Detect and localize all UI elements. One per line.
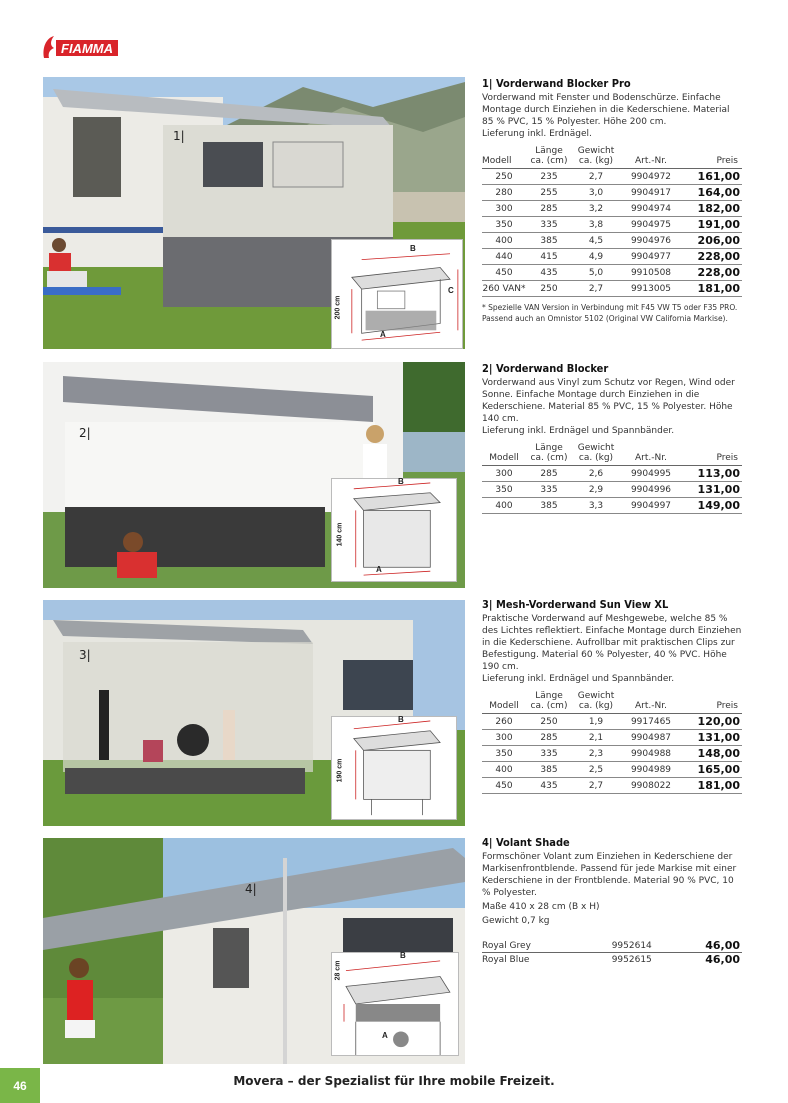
- cell-modell: 260: [482, 714, 526, 730]
- table-row: [482, 714, 742, 730]
- product-title: 2| Vorderwand Blocker: [482, 362, 609, 375]
- cell-preis: 228,00: [682, 249, 742, 265]
- product-description: Vorderwand aus Vinyl zum Schutz vor Regen, Wind oder Sonne. Einfache Montage durch Einziehen in die Kederschiene. Material 85 % PVC, 15 % Polyester. Höhe 140 cm. Lieferung inkl. Erdnägel und Spannbänder.: [482, 378, 735, 436]
- diagram-label-a: A: [382, 1031, 388, 1040]
- cell-modell: 350: [482, 746, 526, 762]
- cell-modell: 350: [482, 217, 526, 233]
- cell-laenge: 335: [526, 217, 572, 233]
- cell-art: 9904995: [620, 466, 682, 482]
- product-description: Praktische Vorderwand auf Meshgewebe, welche 85 % des Lichtes reflektiert. Einfache Montage durch Einziehen in die Kederschiene. Aufrollbar mit praktischen Clips zur Befestigung. Material 60 % Polyester, 40 % PVC. Höhe 190 cm. Lieferung inkl. Erdnägel und Spannbänder.: [482, 614, 742, 684]
- product-4: [482, 836, 742, 966]
- photo-label: 1|: [173, 129, 185, 143]
- cell-modell: 400: [482, 762, 526, 778]
- footer-tagline: Movera – der Spezialist für Ihre mobile Freizeit.: [233, 1074, 555, 1088]
- cell-art: 9917465: [620, 714, 682, 730]
- diagram-label-b: B: [410, 244, 416, 253]
- table-row: [482, 201, 742, 217]
- cell-laenge: 255: [526, 185, 572, 201]
- cell-art: 9913005: [620, 281, 682, 297]
- product-2: [482, 362, 742, 514]
- cell-gewicht: 5,0: [572, 265, 620, 281]
- cell-modell: 400: [482, 498, 526, 514]
- cell-modell: 400: [482, 233, 526, 249]
- cell-gewicht: 2,7: [572, 281, 620, 297]
- table-row: [482, 762, 742, 778]
- photo-label: 4|: [245, 882, 257, 896]
- cell-laenge: 415: [526, 249, 572, 265]
- cell-gewicht: 2,7: [572, 778, 620, 794]
- cell-art: 9908022: [620, 778, 682, 794]
- product-1-photo: [43, 77, 465, 349]
- cell-gewicht: 2,5: [572, 762, 620, 778]
- variant-table: [482, 939, 742, 966]
- diagram-height: 190 cm: [336, 758, 344, 783]
- cell-laenge: 250: [526, 281, 572, 297]
- cell-laenge: 335: [526, 482, 572, 498]
- page-number: 46: [0, 1068, 40, 1103]
- footnote: * Spezielle VAN Version in Verbindung mit F45 VW T5 oder F35 PRO. Passend auch an Omnistor 5102 (Original VW California Markise).: [482, 303, 738, 323]
- table-row: [482, 466, 742, 482]
- cell-modell: 350: [482, 482, 526, 498]
- table-row: [482, 281, 742, 297]
- cell-laenge: 435: [526, 778, 572, 794]
- product-title: 1| Vorderwand Blocker Pro: [482, 77, 631, 90]
- cell-laenge: 385: [526, 498, 572, 514]
- cell-modell: 300: [482, 201, 526, 217]
- product-3-photo: [43, 600, 465, 826]
- cell-art: 9904988: [620, 746, 682, 762]
- diagram-label-b: B: [400, 951, 406, 960]
- cell-laenge: 250: [526, 714, 572, 730]
- cell-preis: 191,00: [682, 217, 742, 233]
- cell-preis: 228,00: [682, 265, 742, 281]
- cell-art: 9904976: [620, 233, 682, 249]
- cell-gewicht: 3,2: [572, 201, 620, 217]
- cell-preis: 148,00: [682, 746, 742, 762]
- cell-preis: 182,00: [682, 201, 742, 217]
- price-table: Modell Länge ca. (cm) Gewicht ca. (kg) Art.-Nr. Preis 260 250 1,9 9917465 120,00 300 285 2,1 9904987 131,00 350 335 2,3 9904988 148,00 400 385 2,5 9904989 165,00 450 435 2,7 9908022 181,00: [482, 691, 742, 794]
- product-2-photo: [43, 362, 465, 588]
- cell-laenge: 335: [526, 746, 572, 762]
- cell-modell: 440: [482, 249, 526, 265]
- cell-gewicht: 3,8: [572, 217, 620, 233]
- cell-laenge: 385: [526, 233, 572, 249]
- cell-modell: 250: [482, 169, 526, 185]
- cell-preis: 206,00: [682, 233, 742, 249]
- cell-preis: 165,00: [682, 762, 742, 778]
- cell-laenge: 285: [526, 201, 572, 217]
- cell-art: 9904987: [620, 730, 682, 746]
- price-table: Modell Länge ca. (cm) Gewicht ca. (kg) Art.-Nr. Preis 300 285 2,6 9904995 113,00 350 335 2,9 9904996 131,00 400 385 3,3 9904997 149,00: [482, 443, 742, 514]
- diagram-label-b: B: [398, 477, 404, 486]
- cell-gewicht: 3,3: [572, 498, 620, 514]
- table-row: [482, 730, 742, 746]
- svg-text:FIAMMA: FIAMMA: [61, 41, 113, 56]
- cell-gewicht: 4,5: [572, 233, 620, 249]
- table-row: [482, 233, 742, 249]
- cell-art: 9910508: [620, 265, 682, 281]
- table-row: [482, 498, 742, 514]
- diagram-label-a: A: [376, 565, 382, 574]
- cell-preis: 113,00: [682, 466, 742, 482]
- table-row: [482, 185, 742, 201]
- cell-preis: 161,00: [682, 169, 742, 185]
- cell-laenge: 285: [526, 466, 572, 482]
- cell-laenge: 285: [526, 730, 572, 746]
- diagram-height: 140 cm: [336, 522, 344, 547]
- dimension-diagram: [331, 239, 463, 349]
- cell-art: 9904977: [620, 249, 682, 265]
- cell-gewicht: 4,9: [572, 249, 620, 265]
- cell-gewicht: 3,0: [572, 185, 620, 201]
- cell-art: 9904996: [620, 482, 682, 498]
- cell-gewicht: 2,1: [572, 730, 620, 746]
- cell-laenge: 385: [526, 762, 572, 778]
- product-1: [482, 77, 742, 324]
- cell-modell: 300: [482, 730, 526, 746]
- table-row: [482, 249, 742, 265]
- diagram-height: 28 cm: [334, 960, 342, 981]
- photo-label: 3|: [79, 648, 91, 662]
- cell-modell: 280: [482, 185, 526, 201]
- product-3: [482, 598, 742, 794]
- dimension-diagram: [331, 478, 457, 582]
- cell-preis: 149,00: [682, 498, 742, 514]
- cell-gewicht: 1,9: [572, 714, 620, 730]
- diagram-height: 200 cm: [334, 295, 342, 320]
- cell-art: 9904975: [620, 217, 682, 233]
- table-row: [482, 778, 742, 794]
- cell-preis: 181,00: [682, 778, 742, 794]
- cell-art: 9904974: [620, 201, 682, 217]
- table-row: [482, 217, 742, 233]
- product-description: Formschöner Volant zum Einziehen in Kederschiene der Markisenfrontblende. Passend für jede Markise mit einer Kederschiene in der Frontblende. Material 90 % PVC, 10 % Polyester. Maße 410 x 28 cm (B x H) Gewicht 0,7 kg: [482, 852, 737, 926]
- cell-preis: 164,00: [682, 185, 742, 201]
- cell-art: 9904972: [620, 169, 682, 185]
- diagram-label-b: B: [398, 715, 404, 724]
- cell-gewicht: 2,9: [572, 482, 620, 498]
- product-title: 3| Mesh-Vorderwand Sun View XL: [482, 598, 669, 611]
- product-title: 4| Volant Shade: [482, 836, 570, 849]
- cell-art: 9904917: [620, 185, 682, 201]
- photo-label: 2|: [79, 426, 91, 440]
- table-row: [482, 265, 742, 281]
- cell-art: 9904989: [620, 762, 682, 778]
- cell-modell: 450: [482, 265, 526, 281]
- cell-gewicht: 2,3: [572, 746, 620, 762]
- table-row: [482, 746, 742, 762]
- cell-gewicht: 2,6: [572, 466, 620, 482]
- table-row: Royal Grey 9952614 46,00: [482, 939, 740, 952]
- table-row: [482, 482, 742, 498]
- fiamma-logo: [40, 32, 120, 64]
- cell-gewicht: 2,7: [572, 169, 620, 185]
- table-row: [482, 169, 742, 185]
- product-4-photo: [43, 838, 465, 1064]
- dimension-diagram: [331, 716, 457, 820]
- product-description: Vorderwand mit Fenster und Bodenschürze. Einfache Montage durch Einziehen in die Kederschiene. Material 85 % PVC, 15 % Polyester. Höhe 200 cm. Lieferung inkl. Erdnägel.: [482, 93, 730, 139]
- table-row: Royal Blue 9952615 46,00: [482, 953, 740, 966]
- cell-modell: 300: [482, 466, 526, 482]
- cell-laenge: 435: [526, 265, 572, 281]
- dimension-diagram: [331, 952, 459, 1056]
- cell-modell: 260 VAN*: [482, 281, 526, 297]
- cell-preis: 120,00: [682, 714, 742, 730]
- diagram-label-a: A: [380, 330, 386, 339]
- cell-preis: 181,00: [682, 281, 742, 297]
- cell-art: 9904997: [620, 498, 682, 514]
- diagram-label-c: C: [448, 286, 454, 295]
- cell-preis: 131,00: [682, 730, 742, 746]
- cell-preis: 131,00: [682, 482, 742, 498]
- cell-laenge: 235: [526, 169, 572, 185]
- cell-modell: 450: [482, 778, 526, 794]
- price-table: Modell Länge ca. (cm) Gewicht ca. (kg) Art.-Nr. Preis 250 235 2,7 9904972 161,00 280 255 3,0 9904917 164,00 300 285 3,2 9904974 182,00 350 335 3,8 9904975 191,00 400 385 4,5 9904976 206,00 440 415 4,9 9904977 228,00 450 435 5,0 9910508 228,00 260 VAN* 250 2,7 9913005 181,00: [482, 146, 740, 295]
